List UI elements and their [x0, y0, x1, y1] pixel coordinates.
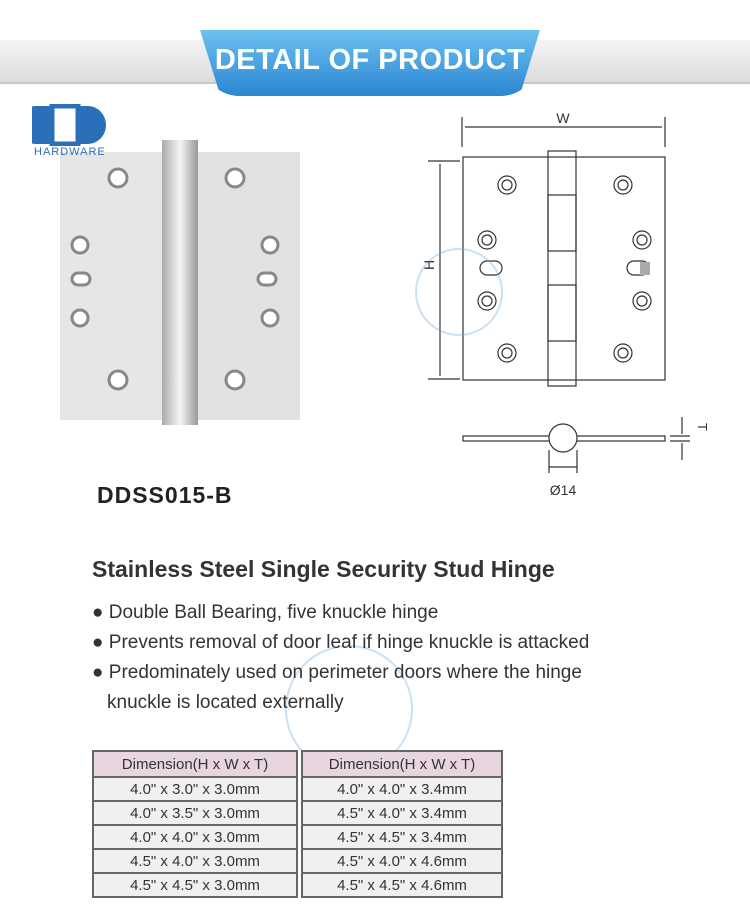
dimension-table-right	[301, 750, 503, 898]
feature-item: ● Double Ball Bearing, five knuckle hinge	[92, 602, 439, 623]
watermark-seal	[415, 248, 503, 336]
table-row	[93, 777, 297, 801]
table-cell: 4.0" x 3.5" x 3.0mm	[93, 801, 297, 825]
height-label: H	[421, 259, 437, 270]
table-row	[302, 777, 502, 801]
table-row	[93, 825, 297, 849]
table-cell: 4.5" x 4.0" x 3.0mm	[93, 849, 297, 873]
table-cell: 4.0" x 4.0" x 3.4mm	[302, 777, 502, 801]
table-row	[302, 849, 502, 873]
table-cell: 4.0" x 4.0" x 3.0mm	[93, 825, 297, 849]
brand-logo	[32, 104, 112, 146]
banner-title: DETAIL OF PRODUCT	[214, 44, 526, 76]
width-label: W	[556, 110, 570, 126]
model-number: DDSS015-B	[97, 482, 233, 508]
feature-text: Prevents removal of door leaf if hinge knuckle is attacked	[108, 632, 590, 653]
feature-item: ● Prevents removal of door leaf if hinge knuckle is attacked	[92, 632, 590, 653]
table-cell: 4.5" x 4.5" x 3.4mm	[302, 825, 502, 849]
product-title: Stainless Steel Single Security Stud Hinge	[92, 556, 555, 582]
table-cell: 4.5" x 4.0" x 4.6mm	[302, 849, 502, 873]
table-row	[93, 849, 297, 873]
feature-item: ● Predominately used on perimeter doors where the hinge	[92, 662, 582, 683]
table-row	[302, 801, 502, 825]
diameter-label: Ø14	[549, 482, 577, 495]
table-header: Dimension(H x W x T)	[93, 751, 297, 777]
thickness-label: T	[695, 423, 710, 431]
table-row	[302, 873, 502, 897]
feature-text: Predominately used on perimeter doors where the hinge	[108, 662, 582, 683]
table-header: Dimension(H x W x T)	[302, 751, 502, 777]
table-cell: 4.5" x 4.5" x 4.6mm	[302, 873, 502, 897]
table-cell: 4.0" x 3.0" x 3.0mm	[93, 777, 297, 801]
feature-item-continued: knuckle is located externally	[107, 692, 344, 713]
dimension-table-left	[92, 750, 298, 898]
table-row	[93, 873, 297, 897]
hinge-photo	[60, 140, 300, 425]
table-row	[302, 825, 502, 849]
feature-text: Double Ball Bearing, five knuckle hinge	[108, 602, 439, 623]
table-cell: 4.5" x 4.0" x 3.4mm	[302, 801, 502, 825]
brand-logo-text: HARDWARE	[34, 146, 106, 158]
table-cell: 4.5" x 4.5" x 3.0mm	[93, 873, 297, 897]
table-row	[93, 801, 297, 825]
